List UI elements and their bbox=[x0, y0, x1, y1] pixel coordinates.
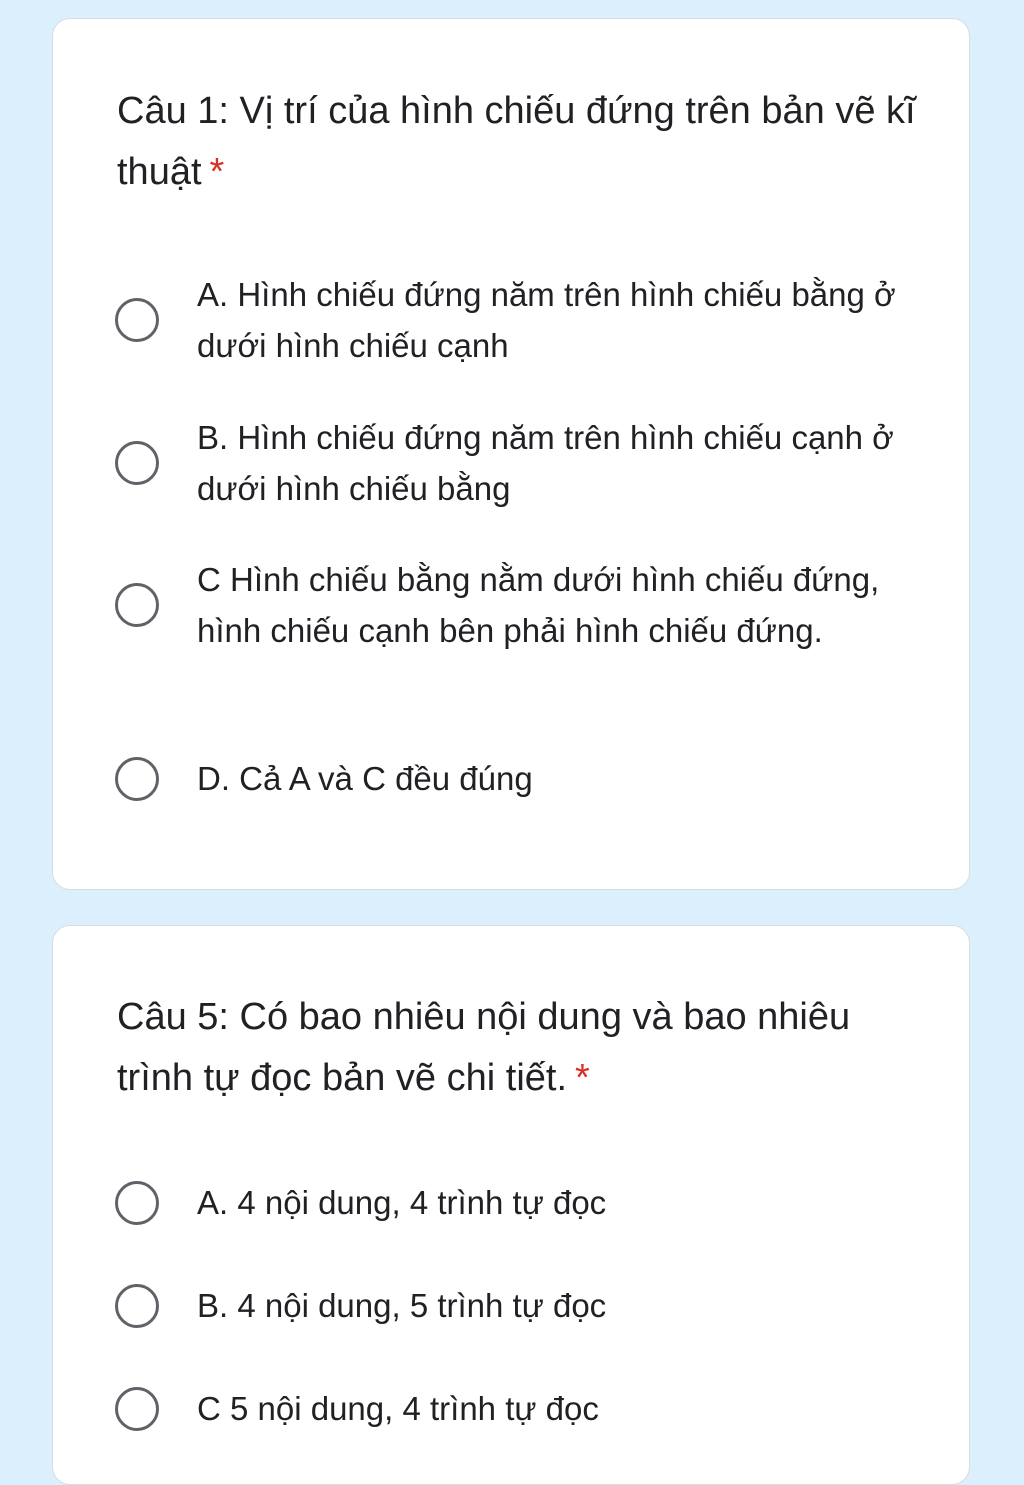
option-label: B. Hình chiếu đứng năm trên hình chiếu cạnh ở dưới hình chiếu bằng bbox=[197, 419, 894, 507]
option-d[interactable] bbox=[115, 753, 935, 804]
option-a[interactable] bbox=[115, 269, 935, 371]
option-b[interactable] bbox=[115, 412, 935, 514]
question-text: Câu 5: Có bao nhiêu nội dung và bao nhiêu trình tự đọc bản vẽ chi tiết. bbox=[117, 996, 851, 1099]
option-label: C Hình chiếu bằng nằm dưới hình chiếu đứng, hình chiếu cạnh bên phải hình chiếu đứng. bbox=[197, 561, 880, 649]
option-label: A. Hình chiếu đứng năm trên hình chiếu bằng ở dưới hình chiếu cạnh bbox=[197, 276, 896, 364]
required-asterisk: * bbox=[575, 1057, 590, 1099]
question-title bbox=[117, 987, 917, 1109]
question-card-1 bbox=[52, 18, 970, 890]
radio-unchecked-icon[interactable] bbox=[115, 441, 159, 485]
option-c[interactable] bbox=[115, 554, 935, 656]
radio-unchecked-icon[interactable] bbox=[115, 1387, 159, 1431]
radio-unchecked-icon[interactable] bbox=[115, 757, 159, 801]
option-label: A. 4 nội dung, 4 trình tự đọc bbox=[197, 1184, 607, 1221]
required-asterisk: * bbox=[209, 151, 225, 193]
radio-unchecked-icon[interactable] bbox=[115, 298, 159, 342]
option-b[interactable] bbox=[115, 1280, 935, 1331]
option-label: C 5 nội dung, 4 trình tự đọc bbox=[197, 1390, 599, 1427]
option-label: D. Cả A và C đều đúng bbox=[197, 760, 533, 797]
question-card-5 bbox=[52, 925, 970, 1485]
radio-unchecked-icon[interactable] bbox=[115, 1181, 159, 1225]
question-title bbox=[117, 81, 917, 203]
radio-unchecked-icon[interactable] bbox=[115, 1284, 159, 1328]
question-text: Câu 1: Vị trí của hình chiếu đứng trên bản vẽ kĩ thuật bbox=[117, 90, 916, 193]
radio-unchecked-icon[interactable] bbox=[115, 583, 159, 627]
option-c[interactable] bbox=[115, 1383, 935, 1434]
option-label: B. 4 nội dung, 5 trình tự đọc bbox=[197, 1287, 607, 1324]
option-a[interactable] bbox=[115, 1177, 935, 1228]
